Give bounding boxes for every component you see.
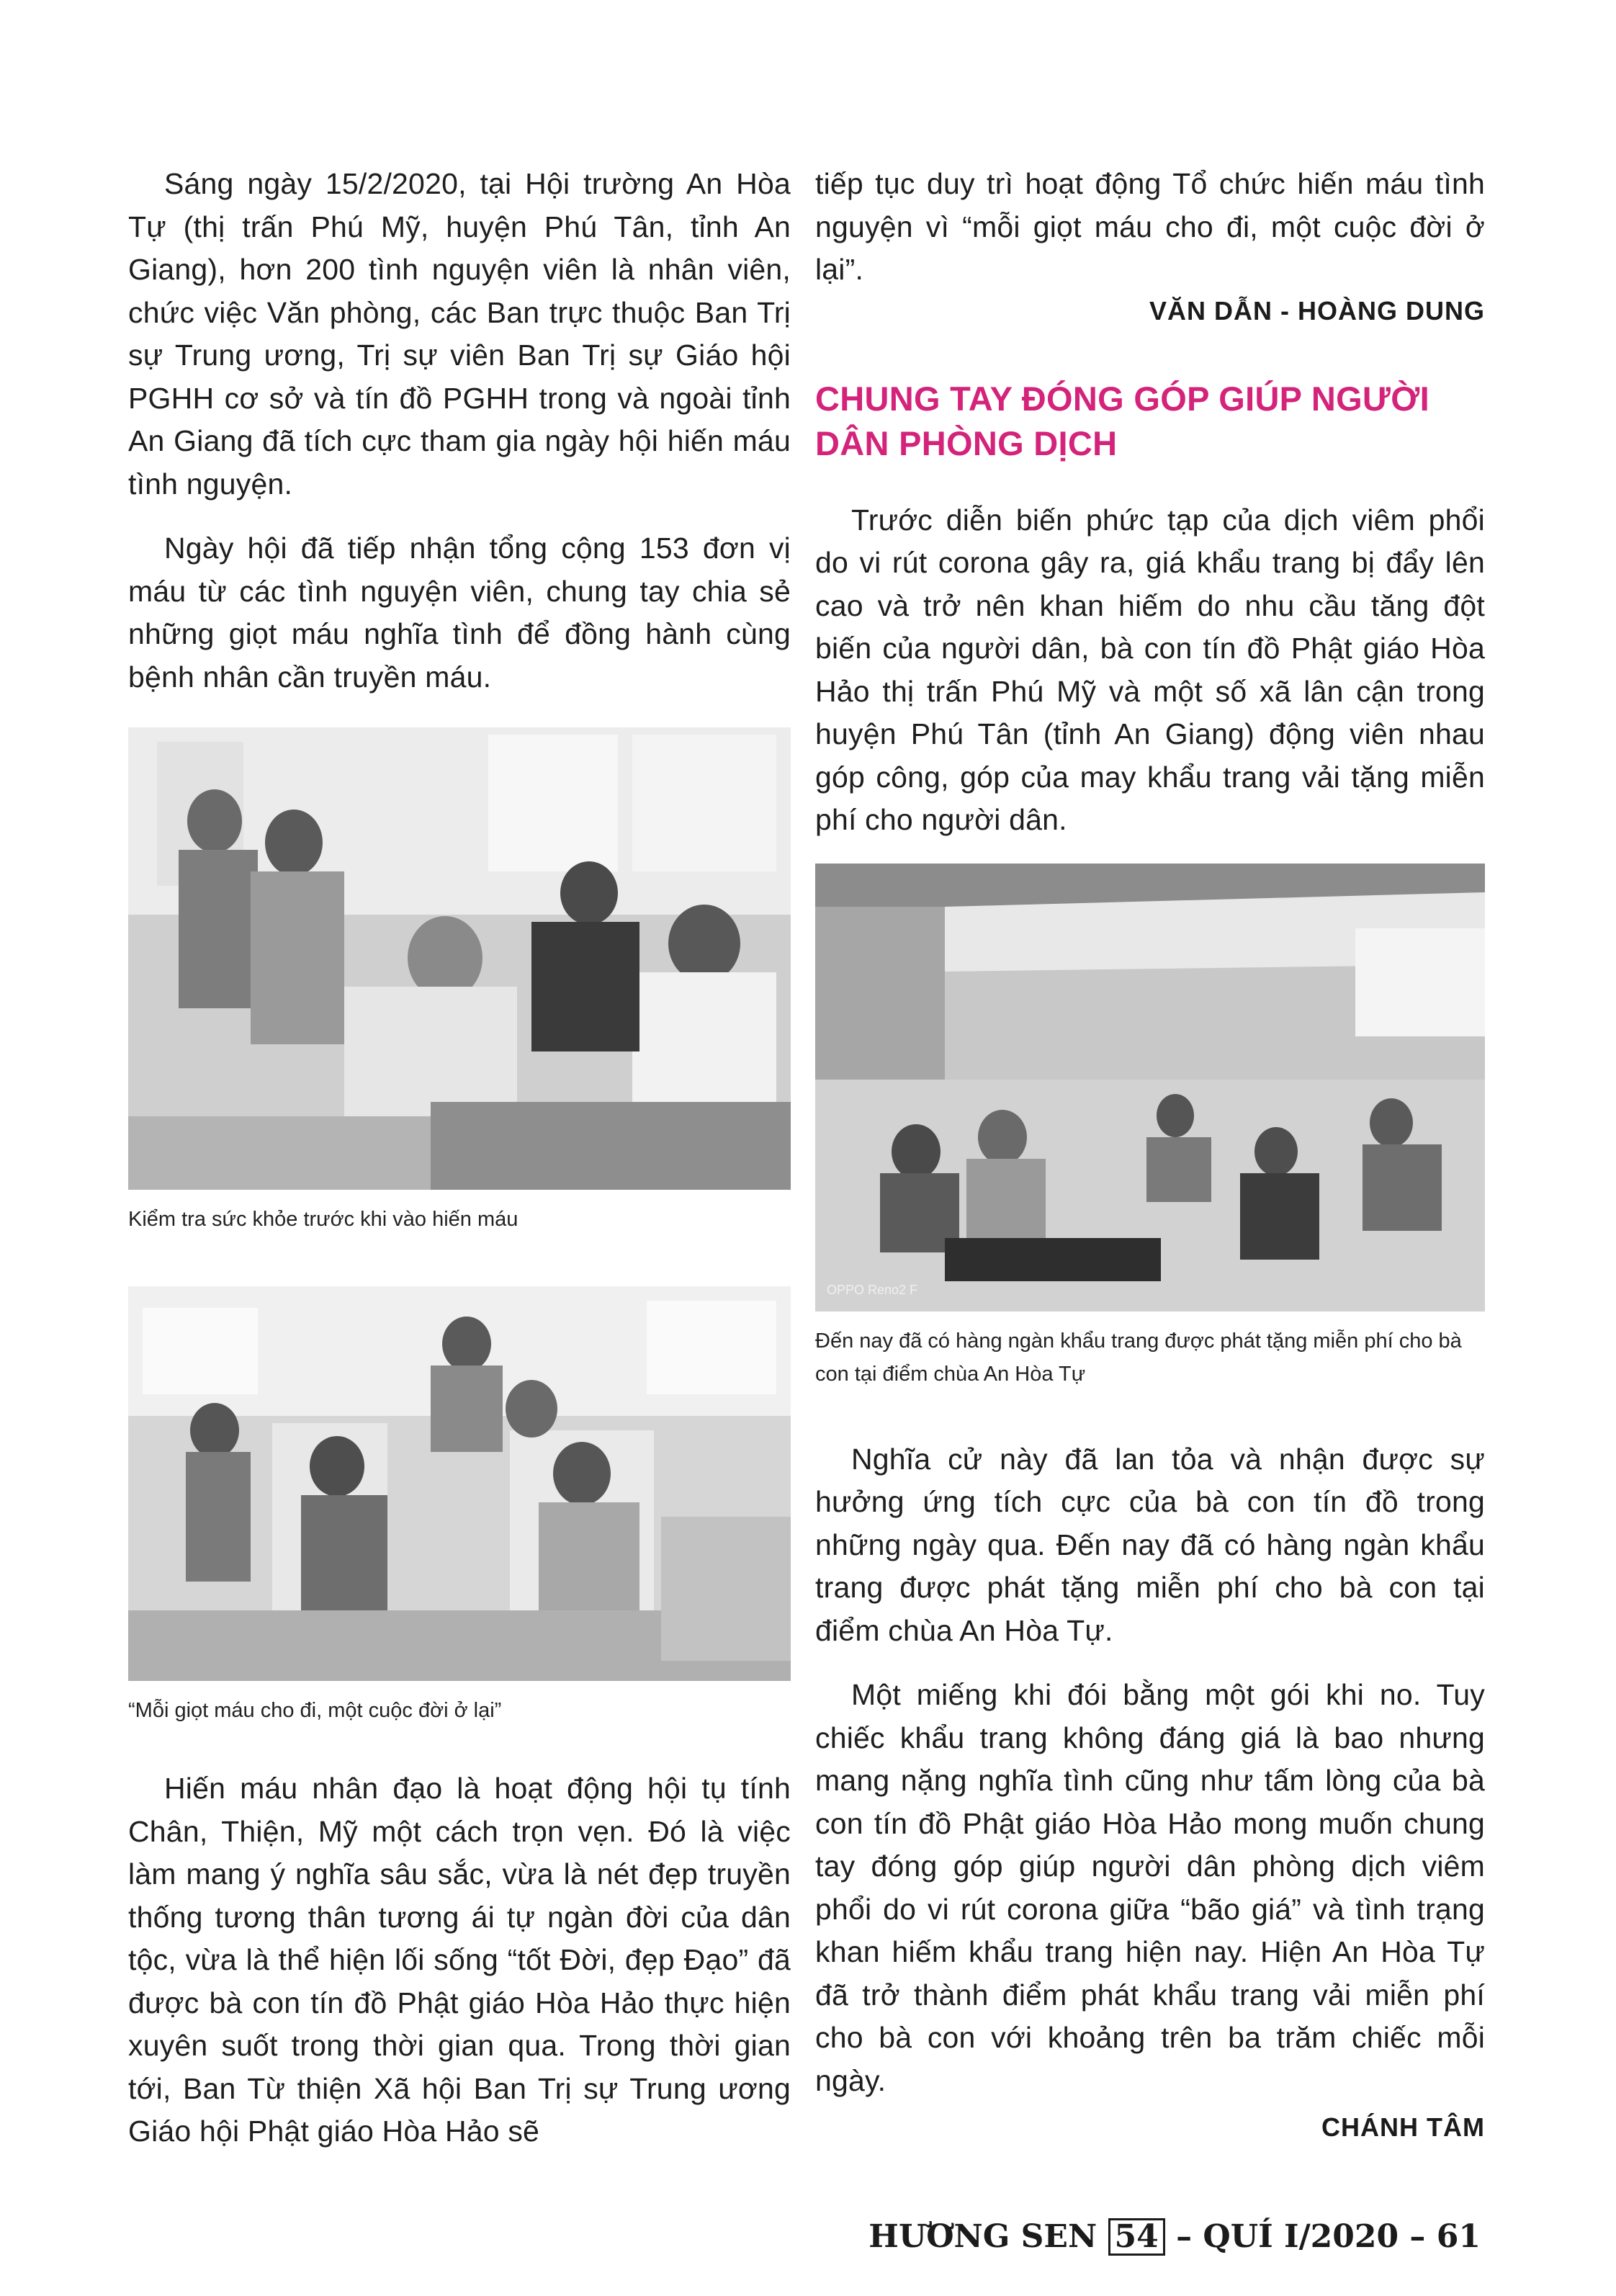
- page-number: 61: [1436, 2218, 1481, 2255]
- paragraph-mask-context: Trước diễn biến phức tạp của dịch viêm phổi do vi rút corona gây ra, giá khẩu trang bị đẩy lên cao và trở nên khan hiếm do nhu cầu tăng đột biến của người dân, bà con tín đồ Phật giáo Hòa Hảo thị trấn Phú Mỹ và một số xã lân cận trong huyện Phú Tân (tỉnh An Giang) động viên nhau góp công, góp của may khẩu trang vải tặng miễn phí cho người dân.: [815, 503, 1485, 836]
- byline-author: CHÁNH TÂM: [1321, 2112, 1485, 2142]
- article-headline: CHUNG TAY ĐÓNG GÓP GIÚP NGƯỜI DÂN PHÒNG DỊCH: [815, 379, 1429, 462]
- photo-mask-sewing-image: [815, 864, 1485, 1311]
- paragraph-continuation: tiếp tục duy trì hoạt động Tổ chức hiến máu tình nguyện vì “mỗi giọt máu cho đi, một cuộc đời ở lại”.: [815, 167, 1485, 286]
- right-column: [815, 163, 1485, 2169]
- page-footer: [868, 2218, 1481, 2256]
- left-column: [128, 163, 791, 2175]
- photo-blood-donation-image: [128, 1286, 791, 1681]
- issue-number: 54: [1108, 2218, 1165, 2256]
- byline-authors: VĂN DẪN - HOÀNG DUNG: [1149, 295, 1485, 326]
- photo-watermark: OPPO Reno2 F: [827, 1282, 918, 1297]
- paragraph-humanitarian: Hiến máu nhân đạo là hoạt động hội tụ tính Chân, Thiện, Mỹ một cách trọn vẹn. Đó là việc làm mang ý nghĩa sâu sắc, vừa là nét đẹp truyền thống tương thân tương ái tự ngàn đời của dân tộc, vừa là thể hiện lối sống “tốt Đời, đẹp Đạo” đã được bà con tín đồ Phật giáo Hòa Hảo thực hiện xuyên suốt trong thời gian qua. Trong thời gian tới, Ban Từ thiện Xã hội Ban Trị sự Trung ương Giáo hội Phật giáo Hòa Hảo sẽ: [128, 1772, 791, 2148]
- issue-period: – QUÍ I/2020 –: [1176, 2218, 1426, 2255]
- photo-health-check-image: [128, 727, 791, 1190]
- paragraph-blood-units: Ngày hội đã tiếp nhận tổng cộng 153 đơn vị máu từ các tình nguyện viên, chung tay chia sẻ những giọt máu nghĩa tình để đồng hành cùng bệnh nhân cần truyền máu.: [128, 532, 791, 694]
- magazine-name: HƯƠNG SEN: [868, 2218, 1097, 2255]
- caption-mask-sewing: Đến nay đã có hàng ngàn khẩu trang được phát tặng miễn phí cho bà con tại điểm chùa An Hòa Tự: [815, 1329, 1462, 1386]
- caption-health-check: Kiểm tra sức khỏe trước khi vào hiến máu: [128, 1208, 519, 1231]
- photo-health-check: [128, 727, 791, 1190]
- photo-blood-donation: [128, 1286, 791, 1681]
- photo-mask-sewing: [815, 864, 1485, 1311]
- paragraph-response: Nghĩa cử này đã lan tỏa và nhận được sự hưởng ứng tích cực của bà con tín đồ trong những ngày qua. Đến nay đã có hàng ngàn khẩu trang được phát tặng miễn phí cho bà con tại điểm chùa An Hòa Tự.: [815, 1442, 1485, 1647]
- caption-blood-donation: “Mỗi giọt máu cho đi, một cuộc đời ở lại”: [128, 1699, 502, 1722]
- paragraph-conclusion: Một miếng khi đói bằng một gói khi no. Tuy chiếc khẩu trang không đáng giá là bao nhưng mang nặng nghĩa tình cũng như tấm lòng của bà con tín đồ Phật giáo Hòa Hảo mong muốn chung tay đóng góp giúp người dân phòng dịch viêm phổi do vi rút corona giữa “bão giá” và tình trạng khan hiếm khẩu trang hiện nay. Hiện An Hòa Tự đã trở thành điểm phát khẩu trang vải miễn phí cho bà con với khoảng trên ba trăm chiếc mỗi ngày.: [815, 1678, 1485, 2097]
- paragraph-intro: Sáng ngày 15/2/2020, tại Hội trường An Hòa Tự (thị trấn Phú Mỹ, huyện Phú Tân, tỉnh An Giang), hơn 200 tình nguyện viên là nhân viên, chức việc Văn phòng, các Ban trực thuộc Ban Trị sự Trung ương, Trị sự viên Ban Trị sự Giáo hội PGHH cơ sở và tín đồ PGHH trong và ngoài tỉnh An Giang đã tích cực tham gia ngày hội hiến máu tình nguyện.: [128, 167, 791, 501]
